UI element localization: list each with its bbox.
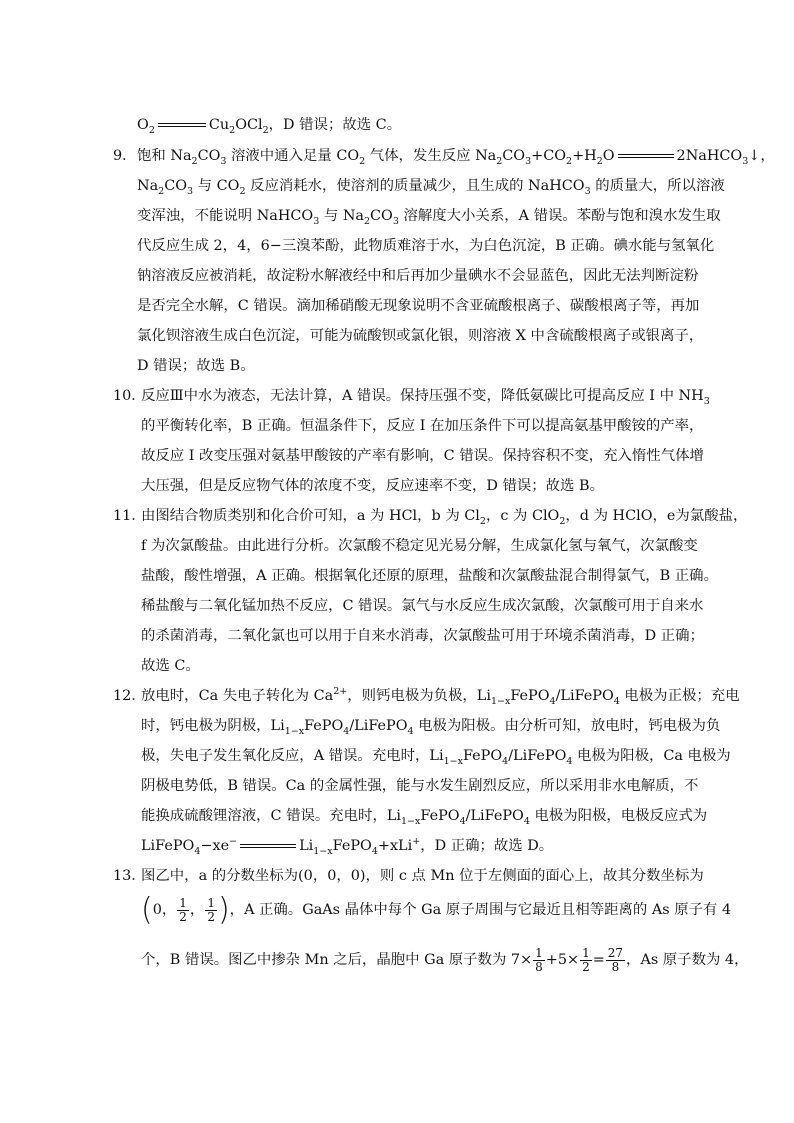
subscript: 2 [496,155,503,167]
answer-9-line-2 [137,176,725,198]
subscript: 3 [584,185,591,197]
text-fragment: 气体，发生反应 Na [365,148,497,164]
equation-equals-bar [158,123,206,127]
subscript: 4 [566,755,573,767]
text-fragment: = [592,952,605,968]
subscript: 4 [194,845,201,857]
subscript: 4 [613,695,620,707]
numerator: 1 [179,895,187,910]
text-fragment: 个，B 错误。图乙中掺杂 Mn 之后，晶胞中 Ga 原子数为 7× [141,952,533,968]
denominator: 2 [207,909,215,924]
numerator: 1 [535,945,543,960]
answer-11-line-6: 故选 C。 [141,658,200,674]
superscript: − [229,836,238,848]
text-fragment: 与 CO [193,178,240,194]
subscript: 1−x [443,755,463,767]
text-fragment: 时，钙电极为阴极，Li [141,718,285,734]
text-fragment: −xe [200,838,230,854]
text-fragment: 溶解度大小关系，A 错误。苯酚与饱和溴水发生取 [398,208,721,224]
answer-12-line-6 [141,836,553,858]
subscript: 3 [187,185,194,197]
answer-10-line-4: 大压强，但是反应物气体的浓度不变，反应速率不变，D 错误；故选 B。 [141,478,604,494]
question-number-11: 11． [113,508,146,524]
question-number-12: 12． [113,688,146,704]
text-fragment: 电极为阳极。由分析可知，放电时，钙电极为负 [413,718,721,734]
text-fragment: ，D 错误；故选 C。 [268,117,402,133]
equation-equals-bar [240,844,296,848]
numerator: 1 [582,945,590,960]
text-fragment: CO [197,148,221,164]
right-parenthesis: ) [217,891,230,928]
subscript: 2 [596,155,603,167]
subscript: 3 [525,155,532,167]
fraction [606,947,625,974]
text-fragment: FePO [332,838,372,854]
text-fragment: 反应Ⅲ中水为液态，无法计算，A 错误。保持压强不变，降低氨碳比可提高反应 I 中 NH [141,388,704,404]
text-fragment: 能换成硫酸锂溶液，C 错误。充电时，Li [141,808,401,824]
denominator: 8 [611,959,620,974]
fraction [580,947,592,974]
subscript: 1−x [313,845,333,857]
subscript: 2 [359,155,366,167]
answer-11-line-3: 盐酸，酸性增强，A 正确。根据氧化还原的原理，盐酸和次氯酸盐混合制得氯气，B 正确。 [141,568,718,584]
answer-10-line-3: 故反应 I 改变压强对氨基甲酸铵的产率有影响，C 错误。保持容积不变，充入惰性气体增 [141,448,704,464]
text-fragment: FePO [420,808,460,824]
text-fragment: 2NaHCO [676,148,743,164]
text-fragment: O [602,148,615,164]
numerator: 27 [607,945,624,960]
denominator: 2 [582,959,590,974]
text-fragment: ，c 为 ClO [485,508,560,524]
text-fragment: FePO [462,748,503,764]
text-fragment: Cu [208,117,230,133]
answer-9-line-8: D 错误；故选 B。 [137,358,255,374]
subscript: 3 [220,155,227,167]
question-number-9: 9． [113,148,137,164]
text-fragment: 电极为正极；充电 [619,688,740,704]
text-fragment: ，则钙电极为负极，Li [347,688,491,704]
answer-11-line-2: f 为次氯酸盐。由此进行分析。次氯酸不稳定见光易分解，生成氯化氢与氧气，次氯酸变 [141,538,698,554]
text-fragment: 0， [152,902,177,918]
answer-11-line-5: 的杀菌消毒，二氧化氯也可以用于自来水消毒，次氯酸盐可用于环境杀菌消毒，D 正确； [141,628,704,644]
text-fragment: 饱和 Na [137,148,192,164]
subscript: 4 [407,725,414,737]
denominator: 8 [535,959,543,974]
text-fragment: 放电时，Ca 失电子转化为 Ca [141,688,334,704]
question-number-10: 10． [113,388,146,404]
text-fragment: 电极为阳极，Ca 电极为 [572,748,731,764]
text-fragment: ，A 正确。GaAs 晶体中每个 Ga 原子周围与它最近且相等距离的 As 原子有 4 [229,902,732,918]
subscript: 2 [479,515,486,527]
text-fragment: 变浑浊，不能说明 NaHCO [137,208,314,224]
subscript: 2 [559,515,566,527]
subscript: 2 [364,215,371,227]
text-fragment: /LiFePO [349,718,408,734]
fraction [205,897,217,924]
answer-12-line-3 [141,746,731,768]
text-fragment: O [137,117,149,133]
subscript: 4 [502,755,509,767]
text-fragment: /LiFePO [555,688,614,704]
answer-13-line-2 [141,890,731,930]
subscript: 2 [158,185,165,197]
subscript: 4 [459,815,466,827]
question-number-13: 13． [113,868,146,884]
text-fragment: +xLi [377,838,413,854]
text-fragment: 极，失电子发生氧化反应，A 错误。充电时，Li [141,748,444,764]
text-fragment: ↓， [748,148,775,164]
answer-8-tail [137,115,401,137]
text-fragment: ，d 为 HClO，e为氯酸盐， [565,508,748,524]
answer-10-line-1 [141,386,710,408]
answer-13-line-1: 图乙中，a 的分数坐标为(0，0，0)，则 c 点 Mn 位于左侧面的面心上，故其分数坐标为 [141,868,704,884]
subscript: 4 [523,815,530,827]
subscript: 4 [371,845,378,857]
subscript: 2 [148,124,155,136]
subscript: 3 [742,155,749,167]
text-fragment: 与 Na [319,208,364,224]
subscript: 3 [703,395,710,407]
answer-9-line-3 [137,206,721,228]
answer-9-line-6: 是否完全水解，C 错误。滴加稀硝酸无现象说明不含亚硫酸根离子、碳酸根离子等，再加 [137,298,700,314]
answer-9-line-5: 钠溶液反应被消耗，故淀粉水解液经中和后再加少量碘水不会显蓝色，因此无法判断淀粉 [137,268,699,284]
subscript: 3 [313,215,320,227]
left-parenthesis: ( [141,891,153,928]
subscript: 1−x [490,695,511,707]
text-fragment: 电极为阳极，电极反应式为 [529,808,708,824]
answer-12-line-5 [141,806,707,828]
text-fragment: 反应消耗水，使溶剂的质量减少，且生成的 NaHCO [245,178,585,194]
superscript: 2+ [333,686,348,698]
text-fragment: /LiFePO [465,808,524,824]
text-fragment: +H [572,148,597,164]
subscript: 2 [229,124,236,136]
text-fragment: /LiFePO [508,748,567,764]
numerator: 1 [207,895,215,910]
answer-9-line-1 [137,146,775,168]
answer-12-line-2 [141,716,720,738]
subscript: 2 [191,155,198,167]
denominator: 2 [179,909,187,924]
answer-10-line-2: 的平衡转化率，B 正确。恒温条件下，反应 I 在加压条件下可以提高氨基甲酸铵的产率， [141,418,704,434]
subscript: 2 [262,124,269,136]
text-fragment: FePO [304,718,344,734]
text-fragment: LiFePO [141,838,195,854]
subscript: 2 [239,185,246,197]
answer-12-line-1 [141,686,740,708]
answer-11-line-4: 稀盐酸与二氧化锰加热不反应，C 错误。氯气与水反应生成次氯酸，次氯酸可用于自来水 [141,598,704,614]
superscript: + [412,836,421,848]
text-fragment: CO [164,178,188,194]
answer-13-line-3 [141,940,748,980]
text-fragment: ，As 原子数为 4， [626,952,749,968]
text-fragment: +5× [545,952,580,968]
text-fragment: 的质量大，所以溶液 [590,178,725,194]
fraction [533,947,545,974]
text-fragment: CO [370,208,393,224]
subscript: 2 [566,155,573,167]
text-fragment: OCl [235,117,263,133]
subscript: 3 [392,215,399,227]
subscript: 4 [549,695,556,707]
subscript: 1−x [401,815,421,827]
answer-9-line-7: 氯化钡溶液生成白色沉淀，可能为硫酸钡或氯化银，则溶液 X 中含硫酸根离子或银离子， [137,328,704,344]
answer-11-line-1 [141,506,747,528]
subscript: 1−x [284,725,305,737]
equation-equals-bar [618,154,674,158]
text-fragment: ，D 正确；故选 D。 [420,838,554,854]
answer-9-line-4: 代反应生成 2，4，6−三溴苯酚，此物质难溶于水，为白色沉淀，B 正确。碘水能与氢氧化 [137,238,715,254]
fraction [177,897,189,924]
text-fragment: ， [189,902,205,918]
answer-12-line-4: 阴极电势低，B 错误。Ca 的金属性强，能与水发生剧烈反应，所以采用非水电解质，不 [141,778,699,794]
text-fragment: Li [299,838,314,854]
text-fragment: Na [137,178,159,194]
text-fragment: 溶液中通入足量 CO [226,148,360,164]
text-fragment: FePO [510,688,550,704]
subscript: 4 [343,725,350,737]
text-fragment: +CO [531,148,567,164]
text-fragment: 由图结合物质类别和化合价可知，a 为 HCl，b 为 Cl [141,508,480,524]
text-fragment: CO [502,148,526,164]
